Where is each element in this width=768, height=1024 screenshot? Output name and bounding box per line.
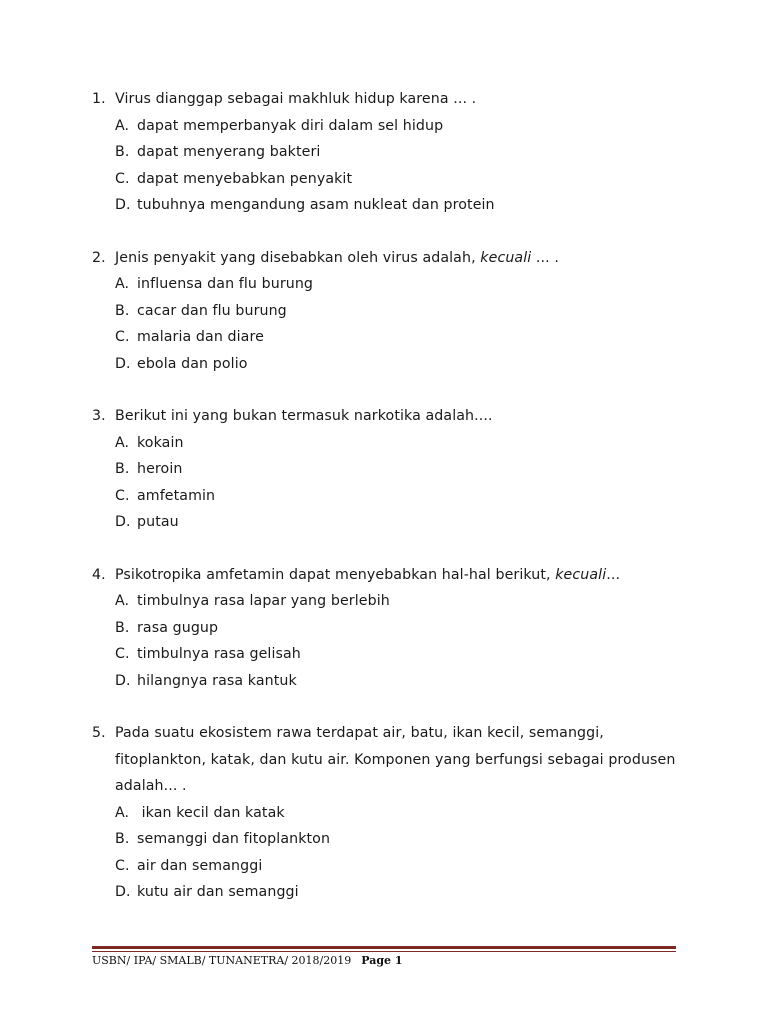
option-text: timbulnya rasa gelisah bbox=[137, 646, 301, 662]
question-number: 1. bbox=[92, 91, 106, 107]
answer-option bbox=[115, 879, 692, 906]
option-list bbox=[92, 800, 692, 906]
answer-option bbox=[115, 615, 692, 642]
option-letter: B. bbox=[115, 831, 130, 847]
option-list bbox=[92, 588, 692, 694]
option-letter: C. bbox=[115, 329, 130, 345]
option-letter: C. bbox=[115, 646, 130, 662]
page-number: Page 1 bbox=[361, 954, 403, 967]
option-text: air dan semanggi bbox=[137, 857, 263, 874]
question-text-emphasis: kecuali bbox=[555, 566, 607, 583]
question-text-main: Virus dianggap sebagai makhluk hidup karena ... . bbox=[115, 91, 477, 107]
option-text: ebola dan polio bbox=[137, 355, 248, 372]
option-text: influensa dan flu burung bbox=[137, 276, 314, 292]
question-item bbox=[92, 245, 692, 378]
option-list bbox=[92, 113, 692, 219]
option-letter: B. bbox=[115, 302, 130, 319]
answer-option bbox=[115, 113, 692, 140]
option-text: ikan kecil dan katak bbox=[137, 804, 285, 821]
question-text-tail: ... . bbox=[531, 249, 559, 266]
option-text: dapat menyerang bakteri bbox=[137, 144, 321, 160]
answer-option bbox=[115, 456, 692, 483]
question-stem bbox=[92, 720, 692, 800]
question-stem bbox=[92, 562, 692, 589]
answer-option bbox=[115, 192, 692, 219]
question-number: 3. bbox=[92, 408, 106, 424]
question-number: 5. bbox=[92, 725, 106, 741]
option-letter: A. bbox=[115, 593, 130, 609]
answer-option bbox=[115, 351, 692, 378]
option-letter: C. bbox=[115, 857, 130, 874]
question-text-emphasis: kecuali bbox=[480, 249, 532, 266]
option-letter: B. bbox=[115, 144, 130, 160]
answer-option bbox=[115, 826, 692, 853]
footer-text: USBN/ IPA/ SMALB/ TUNANETRA/ 2018/2019 bbox=[92, 954, 352, 967]
question-text-main: Berikut ini yang bukan termasuk narkotika adalah.... bbox=[115, 408, 493, 424]
option-letter: C. bbox=[115, 487, 130, 504]
question-item bbox=[92, 86, 692, 219]
answer-option bbox=[115, 139, 692, 166]
question-text-tail: ... bbox=[606, 566, 621, 583]
question-text bbox=[115, 245, 692, 272]
question-number: 4. bbox=[92, 566, 106, 583]
option-letter: B. bbox=[115, 619, 130, 636]
option-letter: B. bbox=[115, 461, 130, 477]
option-letter: D. bbox=[115, 355, 131, 372]
answer-option bbox=[115, 588, 692, 615]
option-text: semanggi dan fitoplankton bbox=[137, 831, 331, 847]
question-text bbox=[115, 86, 692, 113]
option-text: amfetamin bbox=[137, 487, 216, 504]
answer-option bbox=[115, 430, 692, 457]
answer-option bbox=[115, 668, 692, 695]
option-list bbox=[92, 271, 692, 377]
answer-option bbox=[115, 483, 692, 510]
answer-option bbox=[115, 509, 692, 536]
question-stem bbox=[92, 245, 692, 272]
footer-rule-thin bbox=[92, 951, 676, 952]
option-text: kokain bbox=[137, 434, 184, 451]
option-text: rasa gugup bbox=[137, 619, 219, 636]
option-text: kutu air dan semanggi bbox=[137, 884, 299, 900]
option-text: hilangnya rasa kantuk bbox=[137, 672, 297, 689]
option-letter: A. bbox=[115, 117, 130, 134]
question-text bbox=[115, 720, 692, 800]
answer-option bbox=[115, 641, 692, 668]
option-text: malaria dan diare bbox=[137, 329, 264, 345]
question-item bbox=[92, 562, 692, 695]
answer-option bbox=[115, 800, 692, 827]
option-text: dapat memperbanyak diri dalam sel hidup bbox=[137, 117, 444, 134]
question-number: 2. bbox=[92, 249, 106, 266]
option-letter: A. bbox=[115, 434, 130, 451]
option-letter: A. bbox=[115, 276, 130, 292]
option-text: dapat menyebabkan penyakit bbox=[137, 170, 353, 187]
question-text-main: Jenis penyakit yang disebabkan oleh virus adalah, bbox=[115, 249, 481, 266]
option-text: heroin bbox=[137, 461, 183, 477]
option-text: timbulnya rasa lapar yang berlebih bbox=[137, 593, 390, 609]
option-letter: D. bbox=[115, 884, 131, 900]
option-letter: D. bbox=[115, 514, 131, 530]
option-text: tubuhnya mengandung asam nukleat dan protein bbox=[137, 197, 495, 213]
option-letter: C. bbox=[115, 170, 130, 187]
question-text-main: Pada suatu ekosistem rawa terdapat air, batu, ikan kecil, semanggi, fitoplankton, katak, dan kutu air. Komponen yang berfungsi sebagai produsen adalah... . bbox=[115, 725, 676, 794]
question-item bbox=[92, 403, 692, 536]
answer-option bbox=[115, 271, 692, 298]
answer-option bbox=[115, 324, 692, 351]
answer-option bbox=[115, 166, 692, 193]
question-text-main: Psikotropika amfetamin dapat menyebabkan hal-hal berikut, bbox=[115, 566, 556, 583]
option-letter: A. bbox=[115, 804, 130, 821]
option-letter: D. bbox=[115, 672, 131, 689]
question-text bbox=[115, 562, 692, 589]
option-letter: D. bbox=[115, 197, 131, 213]
question-item bbox=[92, 720, 692, 906]
question-stem bbox=[92, 403, 692, 430]
footer-rule-thick bbox=[92, 946, 676, 949]
question-list bbox=[92, 86, 692, 932]
page-footer bbox=[92, 954, 403, 968]
answer-option bbox=[115, 298, 692, 325]
option-list bbox=[92, 430, 692, 536]
answer-option bbox=[115, 853, 692, 880]
option-text: putau bbox=[137, 514, 179, 530]
question-stem bbox=[92, 86, 692, 113]
question-text bbox=[115, 403, 692, 430]
option-text: cacar dan flu burung bbox=[137, 302, 287, 319]
